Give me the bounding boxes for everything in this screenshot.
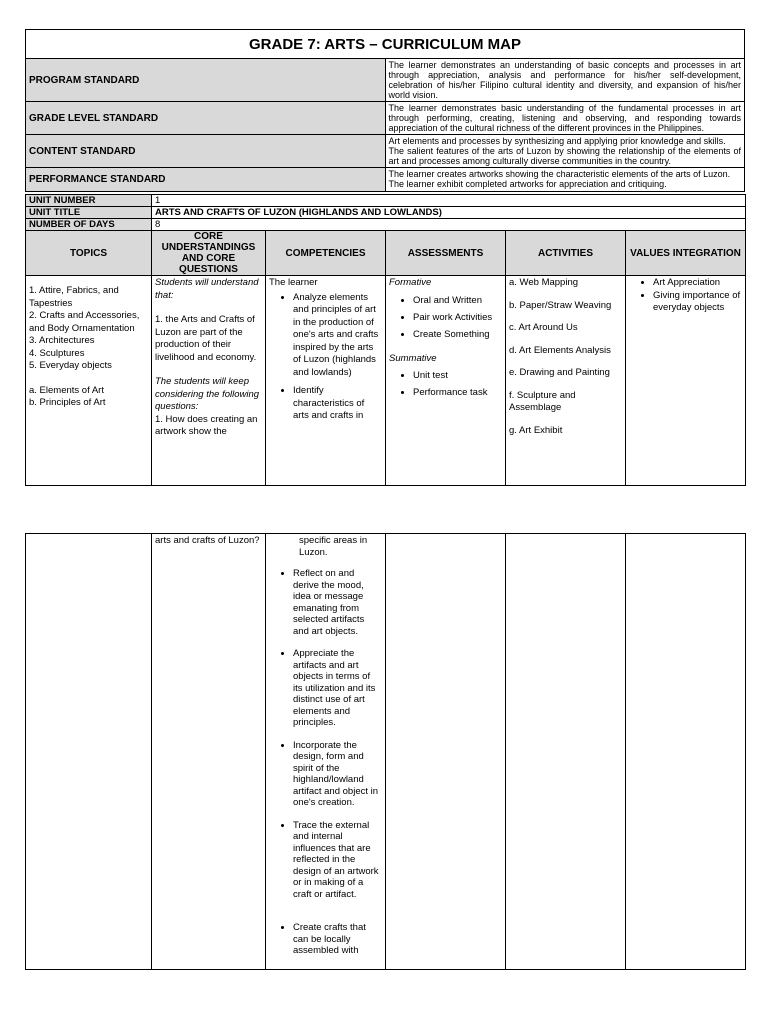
activity-item: b. Paper/Straw Weaving (509, 299, 612, 311)
header-assessments: ASSESSMENTS (386, 231, 506, 276)
unit-title-label: UNIT TITLE (26, 207, 152, 219)
values-integration-cell (626, 276, 746, 486)
performance-standard-line-1: The learner creates artworks showing the characteristic elements of the arts of Luzon. (388, 169, 731, 179)
header-activities: ACTIVITIES (506, 231, 626, 276)
competency-item: • Appreciate the artifacts and art objects in terms of its utilization and its distinct use of art elements and principles. (293, 648, 382, 729)
grade-level-standard-label: GRADE LEVEL STANDARD (26, 102, 386, 135)
program-standard-label: PROGRAM STANDARD (26, 59, 386, 102)
activity-item: c. Art Around Us (509, 322, 578, 333)
unit-title-value: ARTS AND CRAFTS OF LUZON (HIGHLANDS AND LOWLANDS) (152, 207, 746, 219)
competency-item: • Analyze elements and principles of art in the production of one's arts and crafts inspired by the arts of Luzon (highlands and lowlands) (293, 292, 382, 380)
activities-cell (506, 276, 626, 486)
header-core-understandings: CORE UNDERSTANDINGS AND CORE QUESTIONS (152, 231, 266, 276)
activity-item: g. Art Exhibit (509, 424, 563, 436)
competencies-intro: The learner (269, 277, 318, 288)
competencies-cell (266, 276, 386, 486)
topic-item: 2. Crafts and Accessories, and Body Ornamentation (29, 310, 140, 334)
competency-item: • Incorporate the design, form and spirit of the highland/lowland artifact and object in one's creation. (293, 740, 382, 809)
assessment-item: • Oral and Written (413, 292, 502, 309)
assessment-item: • Performance task (413, 384, 502, 401)
activity-item: a. Web Mapping (509, 277, 579, 288)
core-question: 1. How does creating an artwork show the (155, 413, 258, 437)
topic-item: a. Elements of Art (29, 384, 104, 396)
topic-item: 3. Architectures (29, 335, 95, 346)
topic-item: 4. Sculptures (29, 347, 85, 359)
summative-label: Summative (389, 352, 437, 364)
competency-item: • Create crafts that can be locally assembled with (293, 922, 382, 957)
page-title: GRADE 7: ARTS – CURRICULUM MAP (26, 30, 745, 59)
continuation-table (25, 533, 746, 970)
program-standard-text: The learner demonstrates an understanding of basic concepts and processes in art through appreciation, analysis and performance for his/her self-development, celebration of his/her Filipino cultural identity and diversity, and expansion of his/her world vision. (385, 59, 745, 102)
assessment-item: • Pair work Activities (413, 309, 502, 326)
assessments-cell (386, 276, 506, 486)
core-question-continued: arts and crafts of Luzon? (155, 535, 260, 546)
assessments-cell-continued (386, 534, 506, 970)
core-intro: Students will understand that: (155, 277, 259, 301)
value-item: • Art Appreciation (653, 277, 742, 290)
performance-standard-label: PERFORMANCE STANDARD (26, 168, 386, 192)
competency-item: • Trace the external and internal influences that are reflected in the design of an artwork or in making of a craft or artifact. (293, 820, 382, 901)
header-values-integration: VALUES INTEGRATION (626, 231, 746, 276)
core-point: 1. the Arts and Crafts of Luzon are part of the production of their livelihood and economy. (155, 314, 257, 363)
formative-label: Formative (389, 277, 432, 288)
content-standard-line-1: Art elements and processes by synthesizing and applying prior knowledge and skills. (388, 136, 726, 146)
topic-item: 1. Attire, Fabrics, and Tapestries (29, 285, 119, 309)
core-understandings-cell (152, 276, 266, 486)
core-understandings-cell-continued (152, 534, 266, 970)
content-standard-label: CONTENT STANDARD (26, 135, 386, 168)
activity-item: f. Sculpture and Assemblage (509, 389, 576, 413)
assessment-item: • Unit test (413, 367, 502, 384)
number-of-days-label: NUMBER OF DAYS (26, 219, 152, 231)
topic-item: 5. Everyday objects (29, 360, 112, 371)
unit-table (25, 194, 746, 486)
core-keep-considering: The students will keep considering the following questions: (155, 376, 260, 412)
standards-table (25, 29, 745, 192)
content-standard-line-2: The salient features of the arts of Luzon by showing the relationship of the elements of art and processes among culturally diverse communities in the country. (388, 146, 741, 166)
header-competencies: COMPETENCIES (266, 231, 386, 276)
topics-cell (26, 276, 152, 486)
performance-standard-line-2: The learner exhibit completed artworks for appreciation and critiquing. (388, 179, 667, 189)
competency-item: • Reflect on and derive the mood, idea or message emanating from selected artifacts and art objects. (293, 568, 382, 637)
grade-level-standard-text: The learner demonstrates basic understanding of the fundamental processes in art through performing, creating, listening and observing, and responding towards appreciation of the cultural richness of the different provinces in the Philippines. (385, 102, 745, 135)
topics-cell-continued (26, 534, 152, 970)
unit-number-label: UNIT NUMBER (26, 195, 152, 207)
unit-number-value: 1 (152, 195, 746, 207)
activities-cell-continued (506, 534, 626, 970)
competencies-cell-continued (266, 534, 386, 970)
competency-continued-text: specific areas in Luzon. (299, 535, 368, 558)
values-integration-cell-continued (626, 534, 746, 970)
topic-item: b. Principles of Art (29, 397, 106, 408)
header-topics: TOPICS (26, 231, 152, 276)
performance-standard-text (385, 168, 745, 192)
number-of-days-value: 8 (152, 219, 746, 231)
content-standard-text (385, 135, 745, 168)
competency-item: • Identify characteristics of arts and crafts in (293, 385, 382, 423)
activity-item: d. Art Elements Analysis (509, 344, 611, 356)
value-item: • Giving importance of everyday objects (653, 290, 742, 315)
activity-item: e. Drawing and Painting (509, 367, 610, 378)
assessment-item: • Create Something (413, 326, 502, 343)
